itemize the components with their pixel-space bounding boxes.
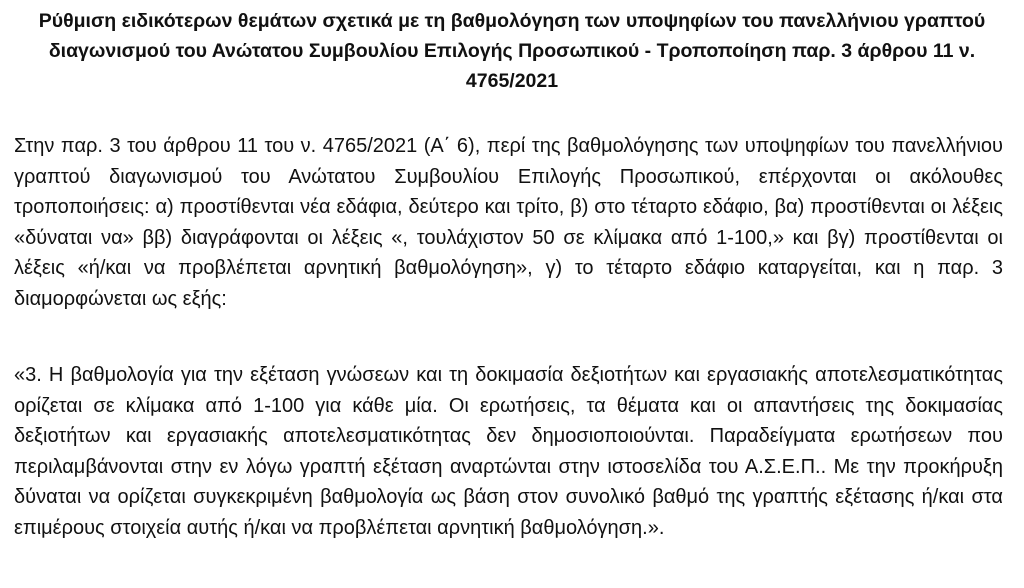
amendment-paragraph: Στην παρ. 3 του άρθρου 11 του ν. 4765/2021 (Α΄ 6), περί της βαθμολόγησης των υποψηφίων του πανελλήνιου γραπτού διαγωνισμού του Ανώτατου Συμβουλίου Επιλογής Προσωπικού, επέρχονται οι ακόλουθες τροποποιήσεις: α) προστίθενται νέα εδάφια, δεύτερο και τρίτο, β) στο τέταρτο εδάφιο, βα) προστίθενται οι λέξεις «δύναται να» ββ) διαγράφονται οι λέξεις «, τουλάχιστον 50 σε κλίμακα από 1-100,» και βγ) προστίθενται οι λέξεις «ή/και να προβλέπεται αρνητική βαθμολόγηση», γ) το τέταρτο εδάφιο καταργείται, και η παρ. 3 διαμορφώνεται ως εξής:	[14, 135, 1003, 310]
quoted-provision-paragraph: «3. Η βαθμολογία για την εξέταση γνώσεων και τη δοκιμασία δεξιοτήτων και εργασιακής αποτελεσματικότητας ορίζεται σε κλίμακα από 1-100 για κάθε μία. Οι ερωτήσεις, τα θέματα και οι απαντήσεις της δοκιμασίας δεξιοτήτων και εργασιακής αποτελεσματικότητας δεν δημοσιοποιούνται. Παραδείγματα ερωτήσεων που περιλαμβάνονται στην εν λόγω γραπτή εξέταση αναρτώνται στην ιστοσελίδα του Α.Σ.Ε.Π.. Με την προκήρυξη δύναται να ορίζεται συγκεκριμένη βαθμολογία ως βάση στον συνολικό βαθμό της γραπτής εξέτασης ή/και στα επιμέρους στοιχεία αυτής ή/και να προβλέπεται αρνητική βαθμολόγηση.».	[14, 364, 1003, 539]
document-title: Ρύθμιση ειδικότερων θεμάτων σχετικά με τη βαθμολόγηση των υποψηφίων του πανελλήνιου γραπτού διαγωνισμού του Ανώτατου Συμβουλίου Επιλογής Προσωπικού - Τροποποίηση παρ. 3 άρθρου 11 ν. 4765/2021	[38, 10, 986, 92]
